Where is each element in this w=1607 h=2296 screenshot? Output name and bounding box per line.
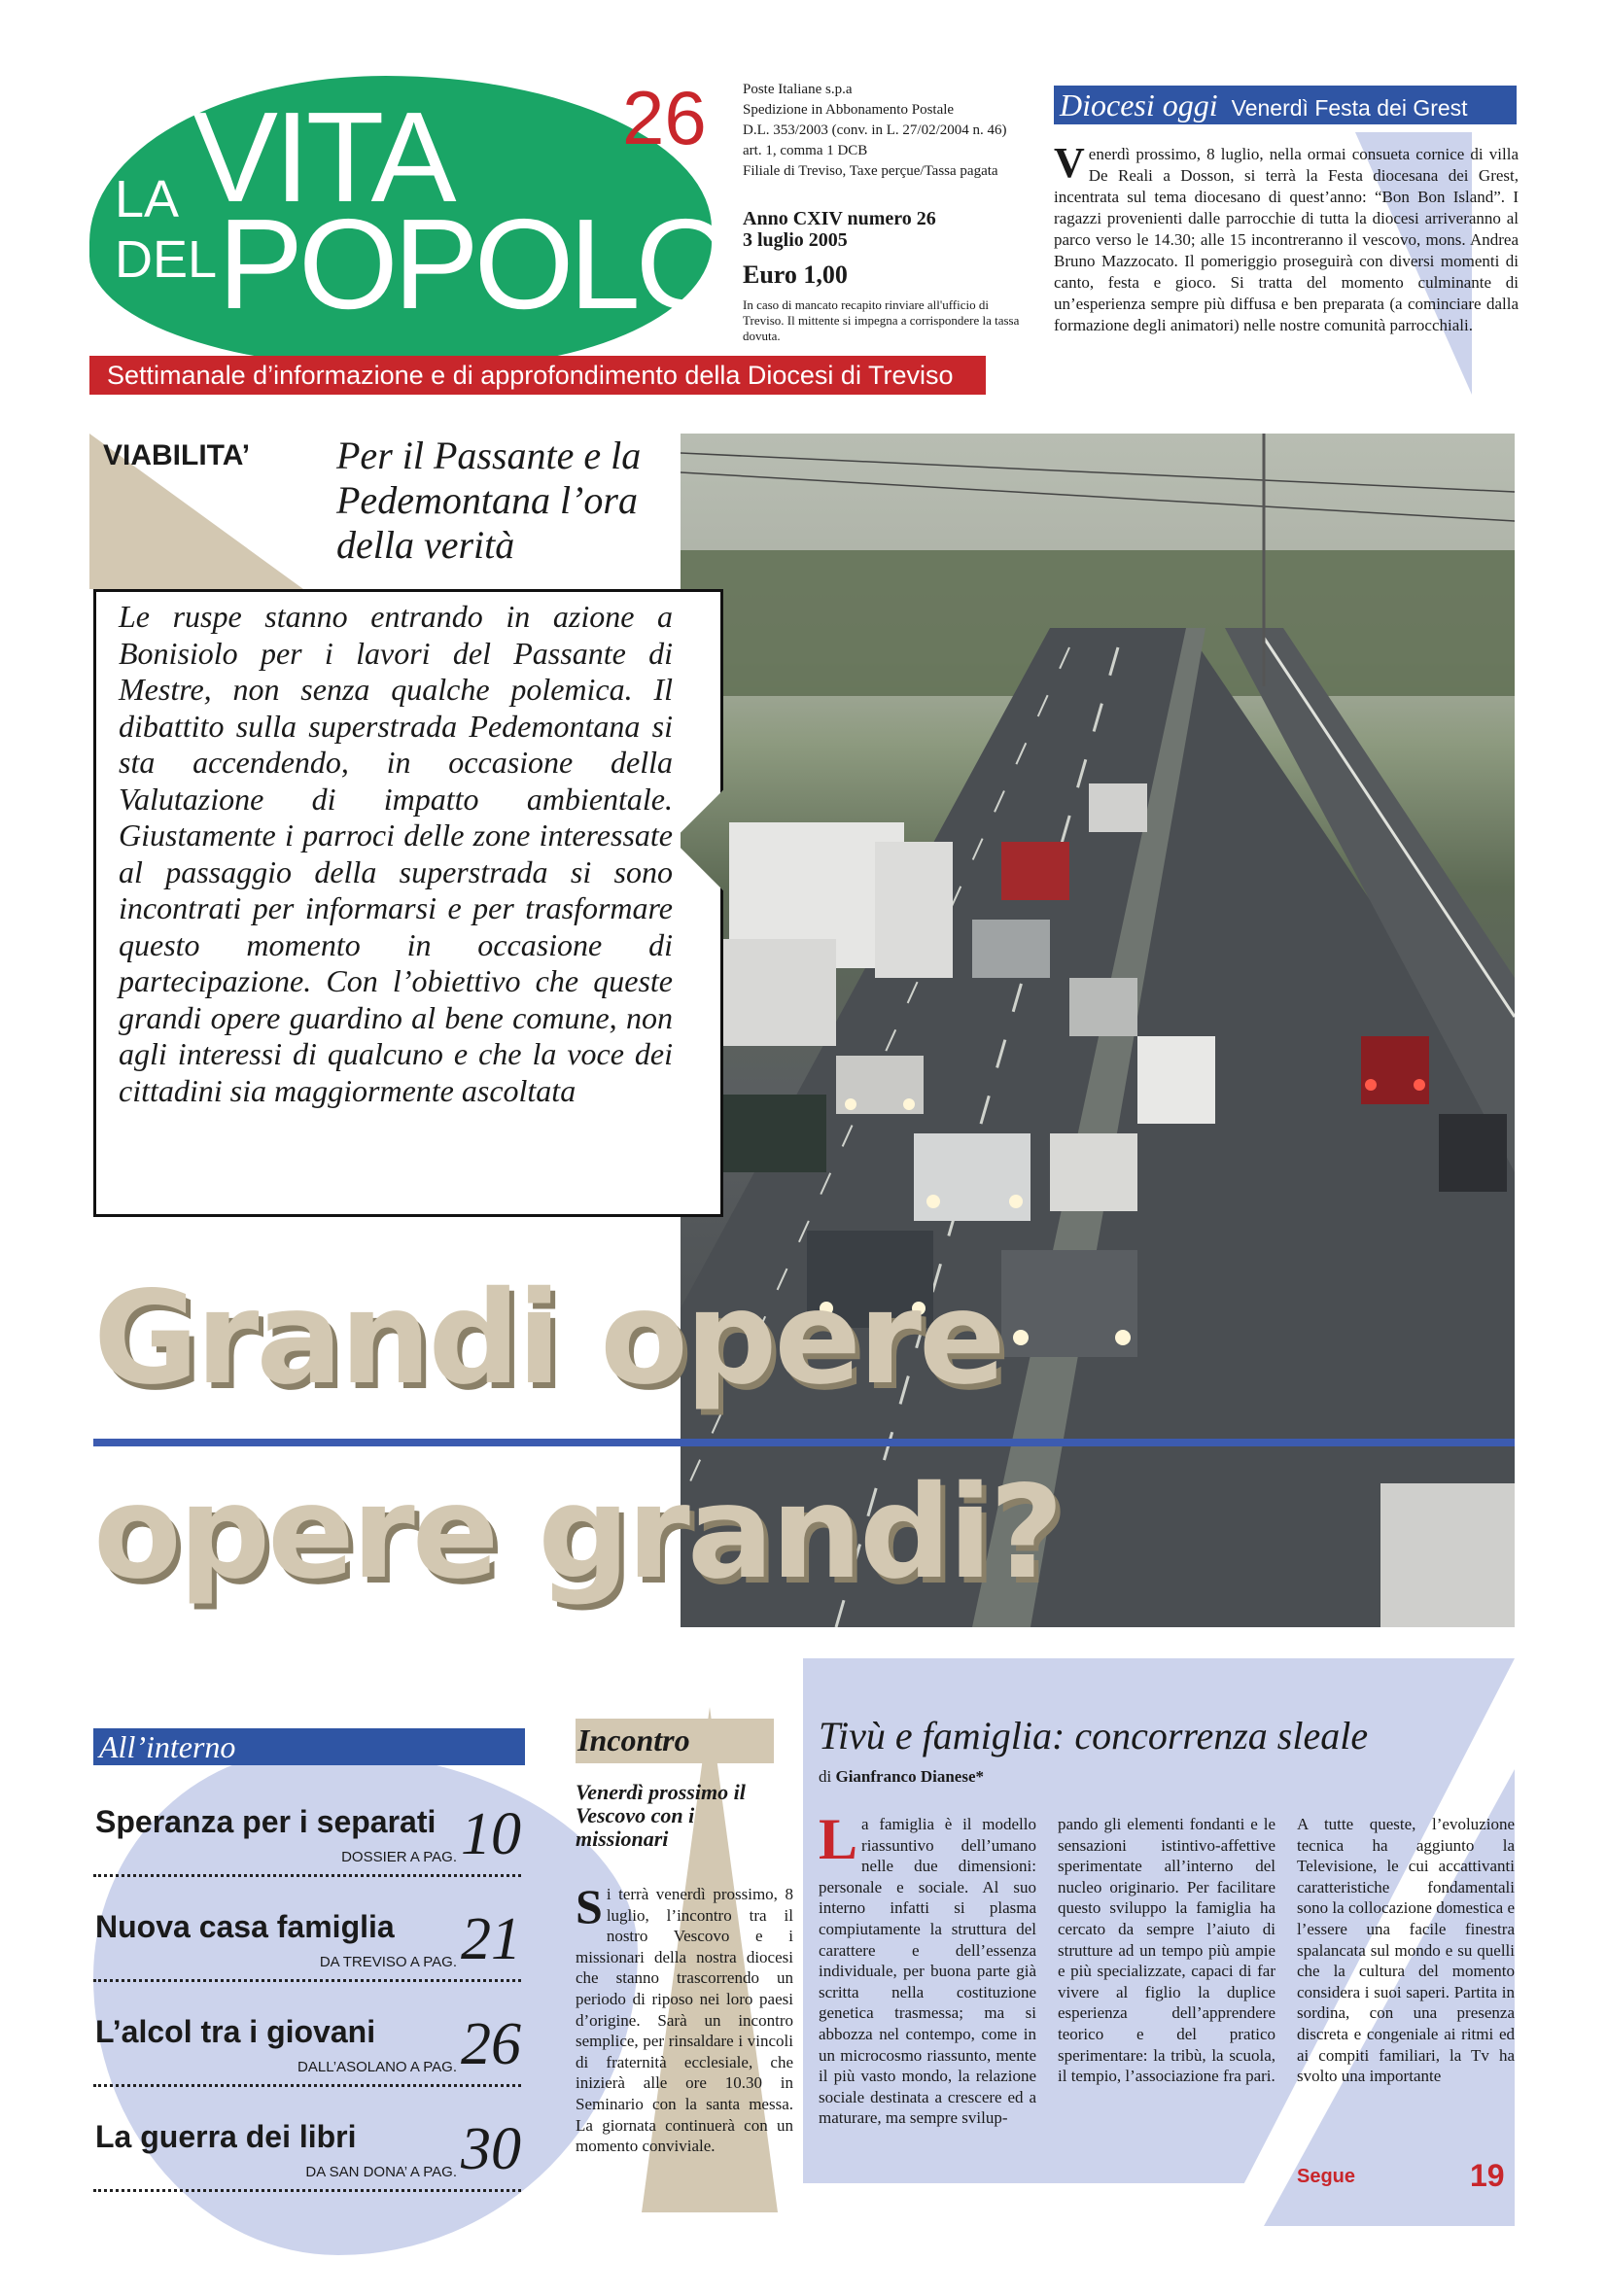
- intro-text: Le ruspe stanno entrando in azione a Bonisiolo per i lavori del Passante di Mestre, non senza qualche polemica. Il dibattito sulla superstrada Pedemontana si sta accendendo, in occasione della Valutazione di impatto ambientale. Giustamente i parroci delle zone interessate al passaggio della superstrada si sono incontrati per informarsi e per trasformare questo momento in occasione di partecipazione. Con l’obiettivo che queste grandi opere guardino al bene comune, non agli interessi di qualcuno e che la voce dei cittadini sia maggiormente ascoltata: [119, 599, 673, 1108]
- headline-rule: [93, 1439, 1515, 1446]
- inside-item-page: 21: [461, 1906, 521, 1972]
- traffic-photo: [681, 434, 1515, 1627]
- inside-item[interactable]: [93, 2116, 521, 2216]
- byline-author: Gianfranco Dianese*: [835, 1767, 985, 1786]
- dotted-rule: [93, 1874, 521, 1877]
- postal-line: Spedizione in Abbonamento Postale: [743, 102, 955, 118]
- inside-item-title: La guerra dei libri: [95, 2119, 357, 2154]
- price: Euro 1,00: [743, 261, 848, 289]
- traffic-photo-svg: [681, 434, 1515, 1627]
- main-headline-line1: Grandi opere: [93, 1264, 1003, 1413]
- tagline-bar: Settimanale d’informazione e di approfondimento della Diocesi di Treviso: [89, 356, 986, 395]
- inside-item-section: DA TREVISO A PAG.: [319, 1954, 457, 1970]
- inside-header: All’interno: [93, 1728, 525, 1765]
- issue-info: [743, 208, 936, 251]
- inside-item-title: Nuova casa famiglia: [95, 1909, 395, 1944]
- diocesi-article: [1054, 139, 1519, 336]
- continues-page[interactable]: 19: [1470, 2158, 1505, 2193]
- tivu-col1-text: a famiglia è il modello riassuntivo dell’umano nelle due dimensioni: personale e sociale. Al suo interno infatti si plasma compiutamente la struttura del carattere e dell’essenza individuale, per buona parte già scritta nella costituzione genetica trasmessa; ma si abbozza nel contempo, come in un microcosmo riassunto, mente il più vasto mondo, la relazione sociale destinata a crescere ed a maturare, ma sempre svilup-: [819, 1815, 1036, 2128]
- byline-prefix: di: [819, 1767, 832, 1786]
- inside-item-page: 10: [461, 1801, 521, 1867]
- tivu-headline: Tivù e famiglia: concorrenza sleale: [819, 1714, 1369, 1757]
- diocesi-subtitle: Venerdì Festa dei Grest: [1231, 95, 1468, 121]
- annata: Anno CXIV numero 26: [743, 208, 936, 229]
- diocesi-header: [1054, 86, 1517, 124]
- postal-line: Filiale di Treviso, Taxe perçue/Tassa pagata: [743, 163, 998, 179]
- incontro-headline: Venerdì prossimo il Vescovo con i missionari: [576, 1780, 746, 1851]
- inside-item-title: L’alcol tra i giovani: [95, 2014, 376, 2049]
- main-headline-line2: opere grandi?: [93, 1458, 1062, 1608]
- dotted-rule: [93, 2084, 521, 2087]
- postal-line: Poste Italiane s.p.a: [743, 82, 853, 97]
- postal-line: D.L. 353/2003 (conv. in L. 27/02/2004 n. 46): [743, 122, 1007, 138]
- inside-item[interactable]: [93, 1801, 521, 1901]
- inside-item-section: DALL’ASOLANO A PAG.: [297, 2059, 457, 2075]
- postal-line: art. 1, comma 1 DCB: [743, 143, 868, 158]
- tivu-column-3: A tutte queste, l’evoluzione tecnica ha aggiunto la Televisione, le cui accattivanti caratteristiche fondamentali sono la collocazione domestica e l’essere una facile finestra spalancata sul mondo e su quelli che la cultura del momento considera i suoi saperi. Partita in sordina, con una presenza discreta e congeniale ai ritmi ed ai compiti familiari, la Tv ha svolto una importante: [1297, 1815, 1515, 2086]
- dropcap: S: [576, 1879, 603, 1933]
- inside-item-section: DA SAN DONA’ A PAG.: [305, 2164, 457, 2180]
- dropcap: L: [819, 1807, 858, 1871]
- inside-item-title: Speranza per i separati: [95, 1804, 437, 1839]
- incontro-label: Incontro: [577, 1722, 690, 1757]
- inside-item[interactable]: [93, 1906, 521, 2006]
- tivu-column-1: [819, 1807, 1036, 2129]
- incontro-body: i terrà venerdì prossimo, 8 luglio, l’incontro tra il nostro Vescovo e i missionari della nostra diocesi che stanno trascorrendo un periodo di riposo nei loro paesi d’origine. Sarà un incontro semplice, per rinsaldare i vincoli di fraternità ecclesiale, che inizierà alle ore 10.30 in Seminario con la santa messa. La giornata continuerà con un momento conviviale.: [576, 1885, 793, 2156]
- issue-number: 26: [622, 75, 707, 160]
- incontro-article: [576, 1879, 793, 2157]
- continues-label[interactable]: Segue: [1297, 2166, 1356, 2187]
- postal-info: [743, 80, 1034, 182]
- inside-item-page: 30: [461, 2116, 521, 2182]
- issue-date: 3 luglio 2005: [743, 229, 848, 251]
- inside-item-section: DOSSIER A PAG.: [341, 1849, 457, 1865]
- dotted-rule: [93, 2189, 521, 2192]
- logo-vita: VITA: [192, 86, 453, 228]
- viabilita-headline: Per il Passante e la Pedemontana l’ora della verità: [336, 434, 642, 567]
- tivu-column-2: pando gli elementi fondanti e le sensazioni istintivo-affettive sperimentate all’interno del nucleo originario. Per facilitare questo sviluppo la famiglia ha cercato da sempre l’aiuto di strutture ad un tempo più ampie e più specializzate, capaci di far vivere al figlio la duplice esperienza dell’apprendere teorico e del pratico sperimentare: la tribù, la scuola, il tempio, l’associazione fra pari.: [1058, 1815, 1275, 2086]
- diocesi-body: enerdì prossimo, 8 luglio, nella ormai consueta cornice di villa De Reali a Dosson, si terrà la Festa diocesana dei Grest, incentrata sul tema diocesano di quest’anno: “Bon Bon Island”. I ragazzi provenienti dalle parrocchie di tutta la diocesi arriveranno al parco verso le 14.30; alle 15 incontreranno il vescovo, mons. Andrea Bruno Mazzocato. Il pomeriggio proseguirà con diversi momenti di canto, festa e gioco. Si tratta del momento culminante di un’esperienza sempre più diffusa e ben preparata (a cominciare dalla formazione degli animatori) nelle nostre comunità parrocchiali.: [1054, 145, 1519, 334]
- tivu-byline: [819, 1767, 984, 1787]
- logo-del: DEL: [115, 230, 218, 289]
- inside-item[interactable]: [93, 2011, 521, 2111]
- viabilita-label: VIABILITA’: [103, 439, 251, 471]
- dotted-rule: [93, 1979, 521, 1982]
- dropcap: V: [1054, 139, 1085, 187]
- inside-item-page: 26: [461, 2011, 521, 2077]
- return-notice: In caso di mancato recapito rinviare all'ufficio di Treviso. Il mittente si impegna a corrispondere la tassa dovuta.: [743, 297, 1020, 343]
- diocesi-title: Diocesi oggi: [1060, 87, 1218, 122]
- logo-popolo: POPOLO: [218, 192, 731, 335]
- logo-la: LA: [115, 170, 180, 228]
